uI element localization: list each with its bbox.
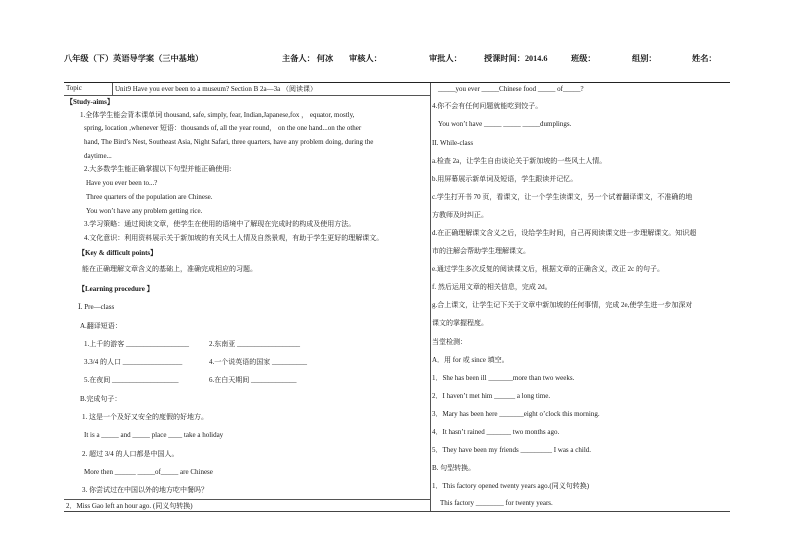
aim-line: 1.全体学生能会背本课单词 thousand, safe, simply, fear, Indian,Japanese,fox ， equator, mostly, [80, 111, 355, 119]
step-line: a.检查 2a，让学生自由谈论关于新加坡的一些风土人情。 [432, 157, 607, 165]
exercise-line: This factory ________ for twenty years. [440, 499, 553, 507]
section-heading: 【Key & difficult points】 [78, 249, 158, 257]
reviewer: 审核人： [349, 54, 382, 63]
group-field: 组别： [632, 54, 657, 63]
topic-label: Topic [66, 84, 82, 92]
exercise-line: _____you ever _____Chinese food _____ of_____? [438, 85, 584, 93]
step-line: 课文的掌握程度。 [432, 319, 488, 327]
aim-line: 4.文化意识：利用资料展示关于新加坡的有关风土人情及自然景观，有助于学生更好的理解课文。 [84, 234, 384, 242]
step-line: c.学生打开书 70 页，看课文，让一个学生读课文，另一个试着翻译课文，不准确的地 [432, 193, 693, 201]
step-line: g.合上课文，让学生记下关于文章中新加坡的任何事情，完成 2e,使学生进一步加深对 [432, 301, 693, 309]
sentence-item: It is a _____ and _____ place ____ take a holiday [84, 431, 224, 439]
section-b-heading: B.完成句子： [80, 395, 122, 403]
section-heading: 【Learning procedure 】 [78, 285, 154, 293]
lesson-date: 授课时间：2014.6 [484, 54, 548, 63]
exercise-line: 3．Mary has been here _______eight o’clock this morning. [432, 410, 600, 418]
sentence-item: 3. 你尝试过在中国以外的地方吃中餐吗？ [82, 486, 208, 494]
sentence-item: 2. 超过 3/4 的人口都是中国人。 [82, 450, 179, 458]
aim-line: daytime... [84, 152, 112, 160]
exercise-line: You won’t have _____ _____ _____dumplings. [438, 120, 572, 128]
aim-line: Three quarters of the population are Chinese. [86, 193, 213, 201]
key-text: 能在正确理解文章含义的基础上，准确完成相应的习题。 [82, 265, 257, 273]
exercise-line: 5．They have been my friends _________ I was a child. [432, 446, 592, 454]
phrase-item: 1.上千的游客 __________________ [84, 340, 189, 348]
phrase-item: 5.在夜间 ___________________ [84, 376, 179, 384]
exercise-line: B. 句型转换。 [432, 464, 476, 472]
exercise-line: 4．It hasn’t rained _______ two months ago. [432, 428, 560, 436]
right-column [430, 83, 730, 513]
aim-line: 2.大多数学生能正确掌握以下句型并能正确使用: [84, 165, 232, 173]
topic-value: Unit9 Have you ever been to a museum? Section B 2a—3a （阅读课） [115, 85, 317, 93]
step-line: d.在正确理解课文含义之后，设给学生时间，自己再阅读课文进一步理解课文。知识超 [432, 229, 697, 237]
bottom-sentence: 2．Miss Gao left an hour ago. (同义句转换) [66, 502, 193, 510]
section-heading: 当堂检测： [432, 338, 467, 346]
phrase-item: 3.3/4 的人口 _________________ [84, 358, 183, 366]
section-heading: II. While-class [432, 139, 474, 147]
phrase-item: 2.东南亚 __________________ [209, 340, 300, 348]
exercise-line: 4.你不会有任何问题就能吃到饺子。 [432, 102, 543, 110]
step-line: b.用屏幕展示新单词及短语，学生跟读并记忆。 [432, 175, 578, 183]
phrase-item: 6.在白天期间 _____________ [209, 376, 297, 384]
doc-title: 八年级（下）英语导学案（三中基地） [64, 54, 204, 63]
step-line: e.通过学生多次反复的阅读课文后，根据文章的正确含义，改正 2c 的句子。 [432, 265, 664, 273]
aim-line: You won’t have any problem getting rice. [86, 207, 203, 215]
aim-line: Have you ever been to...? [86, 179, 158, 187]
approver: 审批人： [429, 54, 462, 63]
left-column [64, 95, 430, 513]
sentence-item: 1. 这是一个及好又安全的度假的好地方。 [82, 413, 208, 421]
preparer: 主备人： 何冰 [282, 54, 334, 63]
step-line: 市的注解会帮助学生理解课文。 [432, 247, 530, 255]
aim-line: 3.学习策略：通过阅读文章，使学生在使用的语境中了解现在完成时的构成及使用方法。 [84, 220, 356, 228]
topic-divider [112, 83, 113, 95]
step-line: 方教师及时纠正。 [432, 211, 488, 219]
aim-line: spring, location ,whenever 短语：thousands of, all the year round， on the one hand...on the other [84, 124, 362, 132]
aim-line: hand, The Bird’s Nest, Southeast Asia, Night Safari, three quarters, have any problem doing, during the [84, 138, 374, 146]
exercise-line: 1．This factory opened twenty years ago.(同义句转换) [432, 482, 590, 490]
pre-class-heading: Ⅰ. Pre—class [78, 303, 115, 311]
name-field: 姓名： [692, 54, 717, 63]
section-heading: 【Study-aims】 [66, 98, 114, 106]
sentence-item: More then ______ _____of_____ are Chinese [84, 468, 213, 476]
exercise-line: 1．She has been ill _______more than two weeks. [432, 374, 575, 382]
section-a-heading: A.翻译短语： [80, 322, 122, 330]
exercise-line: A．用 for 或 since 填空。 [432, 356, 509, 364]
class-field: 班级： [571, 54, 596, 63]
exercise-line: 2．I haven’t met him ______ a long time. [432, 392, 551, 400]
step-line: f. 然后运用文章的相关信息，完成 2d。 [432, 283, 552, 291]
phrase-item: 4.一个说英语的国家 __________ [209, 358, 307, 366]
worksheet-table [64, 82, 730, 512]
